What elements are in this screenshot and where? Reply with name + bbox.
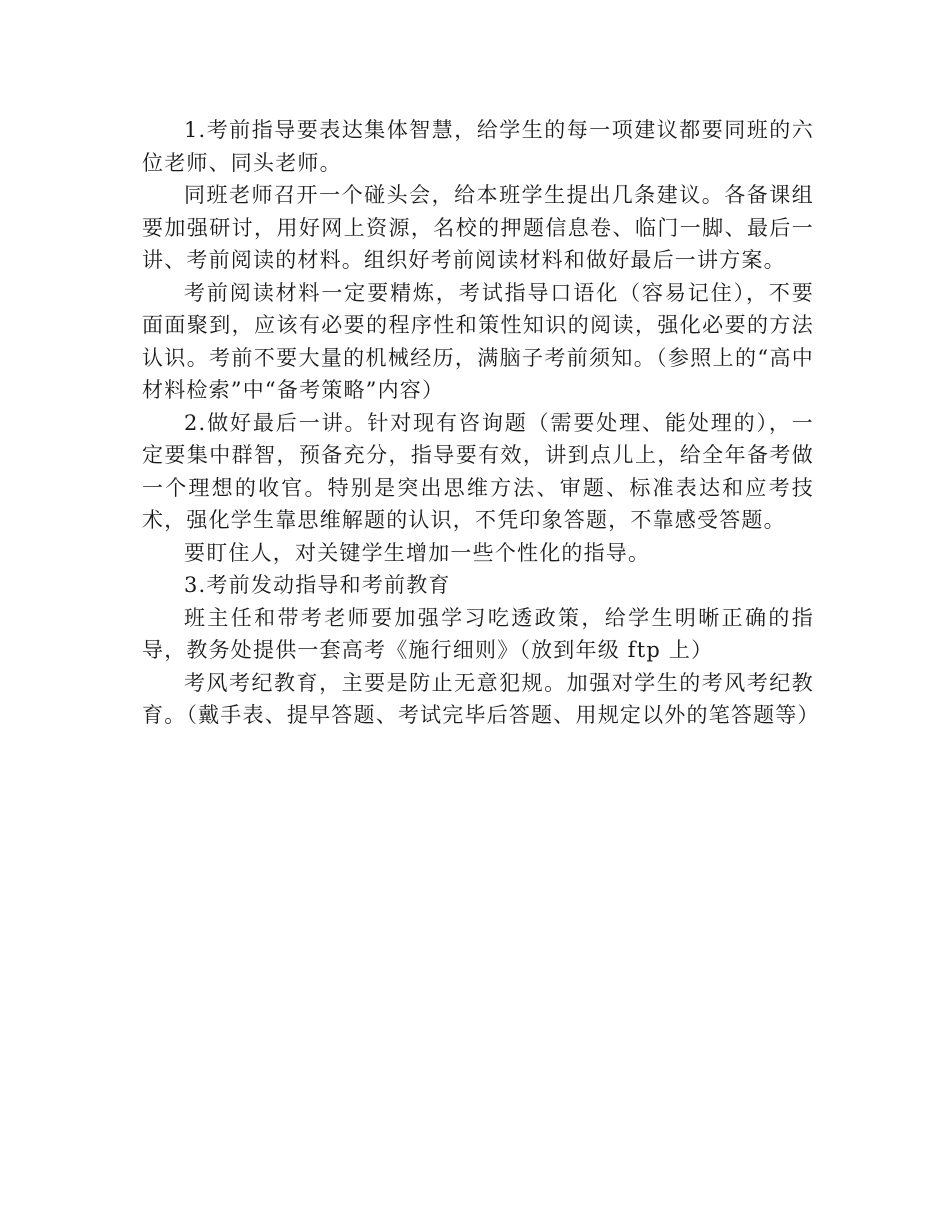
paragraph-4: 2.做好最后一讲。针对现有咨询题（需要处理、能处理的），一定要集中群智，预备充分，指导要有效，讲到点儿上，给全年备考做一个理想的收官。特别是突出思维方法、审题、标准表达和应考技术，强化学生靠思维解题的认识，不凭印象答题，不靠感受答题。 [142, 410, 814, 532]
paragraph-7: 班主任和带考老师要加强学习吃透政策，给学生明晰正确的指导，教务处提供一套高考《施行细则》（放到年级 ftp 上） [142, 605, 814, 662]
document-body [142, 114, 820, 732]
paragraph-5: 要盯住人，对关键学生增加一些个性化的指导。 [184, 540, 651, 565]
paragraph-6: 3.考前发动指导和考前教育 [184, 573, 451, 597]
paragraph-3: 考前阅读材料一定要精炼，考试指导口语化（容易记住），不要面面聚到，应该有必要的程序性和策性知识的阅读，强化必要的方法认识。考前不要大量的机械经历，满脑子考前须知。（参照上的“高中材料检索”中“备考策略”内容） [142, 280, 814, 402]
paragraph-1: 1.考前指导要表达集体智慧，给学生的每一项建议都要同班的六位老师、同头老师。 [142, 118, 814, 175]
paragraph-2: 同班老师召开一个碰头会，给本班学生提出几条建议。各备课组要加强研讨，用好网上资源，名校的押题信息卷、临门一脚、最后一讲、考前阅读的材料。组织好考前阅读材料和做好最后一讲方案。 [142, 183, 814, 272]
paragraph-8: 考风考纪教育，主要是防止无意犯规。加强对学生的考风考纪教育。（戴手表、提早答题、考试完毕后答题、用规定以外的笔答题等） [142, 670, 820, 727]
